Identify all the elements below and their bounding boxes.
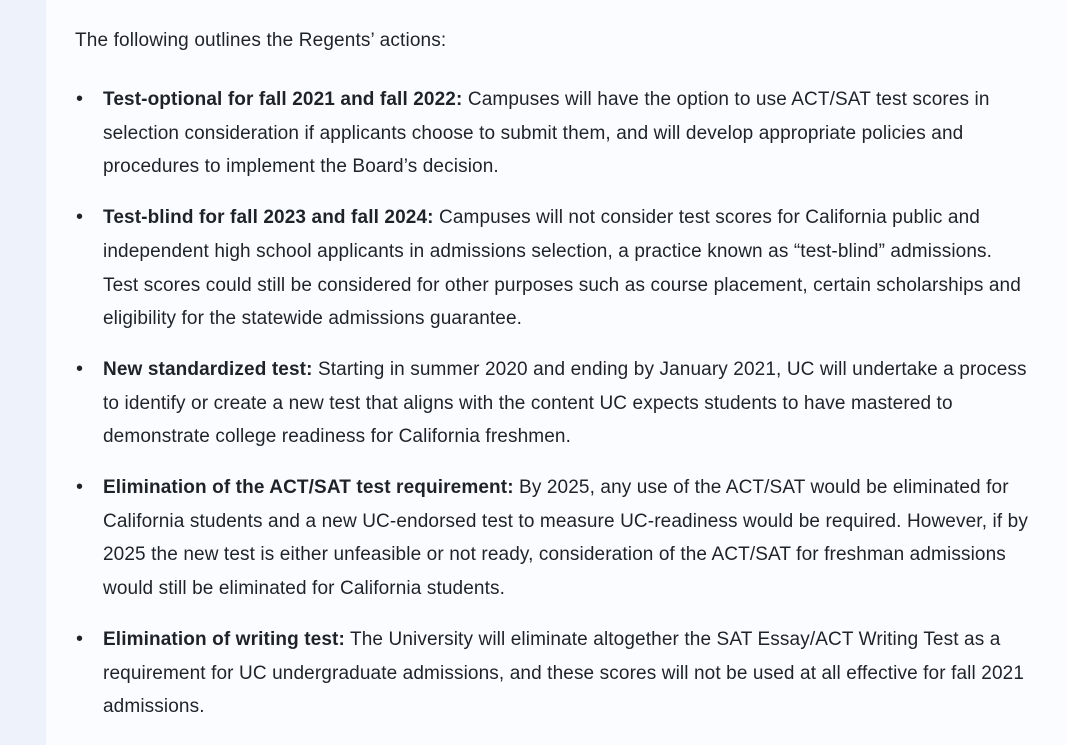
action-description: The University will eliminate altogether the SAT Essay/ACT Writing Test as a requirement for UC undergraduate admissions, and these scores will not be used at all effective for fall 2021 admissions. [103,628,1025,718]
list-item-test-blind [76,201,1028,336]
list-item-writing-test-elimination [76,623,1028,724]
bullet-icon: • [76,357,84,380]
action-term: Elimination of writing test: [103,628,345,650]
action-term: Elimination of the ACT/SAT test requirement: [103,477,514,499]
action-term: New standardized test: [103,358,313,380]
bullet-icon: • [76,206,84,229]
bullet-icon: • [76,476,84,499]
list-item-new-standardized-test [76,353,1028,454]
article-content [46,0,1066,745]
action-term: Test-optional for fall 2021 and fall 2022: [103,89,463,110]
action-description: Campuses will not consider test scores for California public and independent high school applicants in admissions selection, a practice known as “test-blind” admissions. Test scores could still be considered for other purposes such as course placement, certain scholarships and eligibility for the statewide admissions guarantee. [103,207,1021,330]
action-description: Campuses will have the option to use ACT/SAT test scores in selection consideration if applicants choose to submit them, and will develop appropriate policies and procedures to implement the Board’s decision. [103,89,990,178]
regents-actions-list [76,83,1028,724]
list-item-test-optional [76,83,1028,184]
list-item-act-sat-elimination [76,471,1028,606]
action-description: By 2025, any use of the ACT/SAT would be eliminated for California students and a new UC-endorsed test to measure UC-readiness would be required. However, if by 2025 the new test is either unfeasible or not ready, consideration of the ACT/SAT for freshman admissions would still be eliminated for California students. [103,477,1028,600]
action-term: Test-blind for fall 2023 and fall 2024: [103,207,434,229]
action-description: Starting in summer 2020 and ending by January 2021, UC will undertake a process to identify or create a new test that aligns with the content UC expects students to have mastered to demonstrate college readiness for California freshmen. [103,358,1027,448]
bullet-icon: • [76,627,84,650]
bullet-icon: • [76,88,84,110]
intro-text: The following outlines the Regents’ actions: [75,30,447,51]
